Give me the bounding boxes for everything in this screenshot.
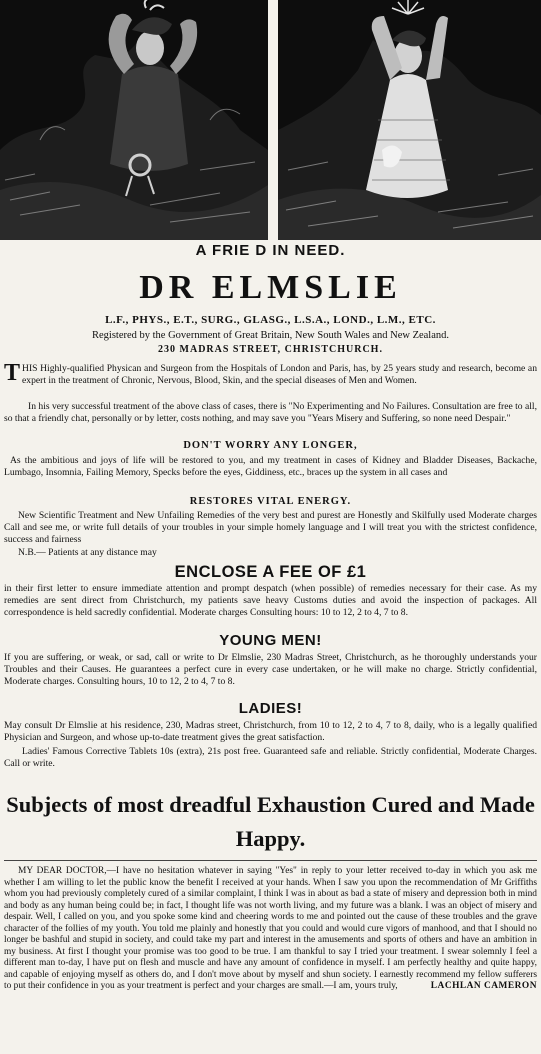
testimonial-headline: Subjects of most dreadful Exhaustion Cured and Made Happy.: [6, 792, 535, 851]
drop-cap: T: [4, 360, 21, 386]
ladies-heading: LADIES!: [238, 700, 303, 717]
ladies-text: May consult Dr Elmslie at his residence, 230, Madras street, Christchurch, from 10 to 12, 2 to 4, 7 to 8, daily, who is a legally qualified Physician and Surgeon, and whose up-to-date treatment gives the great satisfaction.: [4, 720, 537, 744]
worry-heading: DON'T WORRY ANY LONGER,: [183, 440, 358, 451]
young-men-heading: YOUNG MEN!: [219, 632, 322, 649]
divider: [4, 860, 537, 861]
restores-text: New Scientific Treatment and New Unfailing Remedies of the very best and purest are Honestly and Skilfully used Moderate charges Call and see me, or write full details of your troubles in your simple homely language and I will treat you with the strictest confidence, success and fairness: [4, 510, 537, 546]
intro-paragraph-2: In his very successful treatment of the above class of cases, there is "No Experimenting and No Failures. Consultation are free to all, so that a friendly chat, personally or by letter, costs nothing, and may save you "Years Misery and Suffering, so none need Despair.": [4, 401, 537, 425]
tagline: A FRIE D IN NEED.: [195, 242, 346, 259]
young-men-text: If you are suffering, or weak, or sad, call or write to Dr Elmslie, 230 Madras Street, Christchurch, as he thoroughly understands your Troubles and their Causes. He guarantees a perfect cure in every case undertaken, or he will make no charge. Strictly confidential, Moderate charges. Consulting hours, 10 to 12, 2 to 4, 7 to 8.: [4, 652, 537, 688]
intro-text: HIS Highly-qualified Physican and Surgeon from the Hospitals of London and Paris, has, by 25 years study and research, become an expert in the treatment of Chronic, Nervous, Blood, Skin, and the special diseases of Men and Women.: [22, 363, 537, 387]
intro-paragraph: [4, 360, 537, 387]
address-line: 230 MADRAS STREET, CHRISTCHURCH.: [158, 344, 383, 355]
restores-note: N.B.— Patients at any distance may: [18, 547, 157, 558]
doctor-name: DR ELMSLIE: [139, 269, 402, 306]
enclose-fee-heading: ENCLOSE A FEE OF £1: [174, 563, 367, 581]
letter-signature: LACHLAN CAMERON: [430, 981, 537, 991]
letter-body: MY DEAR DOCTOR,—I have no hesitation whatever in saying "Yes" in reply to your letter received to-day in which you ask me whether I am willing to let the public know the benefit I received at your hands. When I saw you upon the recommendation of Mr Griffiths whom you had previously completely cured of a similar complaint, I think I was in about as bad a state of misery and depression both in mind and body as any human being could be; in fact, I thought life was not worth living, and my future was a blank. I was an object of misery and despair. Well, I called on you, and you spoke some kind and cheering words to me and pointed out the cause of these troubles and the grave character of the follies of my youth. You told me plainly and honestly that you could and would cure vigors of manhood, and that I should no longer be bashful and stupid in society, and could take my part and interest in the amusements and sports of others and have an ambition in my business. At first I thought your promise was too good to be true. I am thankful to say I tried your treatment. I swear solemnly I feel a different man to-day, I have put on flesh and muscle and have any amount of confidence in myself. I am perfectly healthy and quite happy, and capable of enjoying myself as others do, and I don't move about by myself and shun society. I earnestly recommend my fellow sufferers to put their confidence in you as your treatment is perfect and your charges are small.—I am, yours truly,: [4, 866, 537, 991]
restores-heading: RESTORES VITAL ENERGY.: [189, 496, 352, 507]
enclose-fee-text: in their first letter to ensure immediate attention and prompt despatch (when possible) of remedies necessary for their case. As my remedies are sent direct from Christchurch, my patients save heavy Customs duties and avoid the inspection of packages. All correspondence is held sacredly confidential. Moderate charges Consulting hours: 10 to 12, 2 to 4, 7 to 8.: [4, 583, 537, 619]
woodcut-illustration-healthy-woman: [278, 0, 541, 240]
woodcut-illustration-suffering-man: [0, 0, 268, 240]
testimonial-letter: [4, 866, 537, 993]
registration-line: Registered by the Government of Great Britain, New South Wales and New Zealand.: [91, 330, 450, 341]
ladies-tablets-text: Ladies' Famous Corrective Tablets 10s (extra), 21s post free. Guaranteed safe and reliable. Strictly confidential, Moderate Charges. Call or write.: [4, 746, 537, 770]
qualifications: L.F., PHYS., E.T., SURG., GLASG., L.S.A., LOND., L.M., ETC.: [105, 314, 436, 326]
worry-text: As the ambitious and joys of life will be restored to you, and my treatment in cases of Kidney and Bladder Diseases, Backache, Lumbago, Insomnia, Failing Memory, Specks before the eyes, Giddiness, etc., braces up the system in all cases and: [4, 455, 537, 479]
